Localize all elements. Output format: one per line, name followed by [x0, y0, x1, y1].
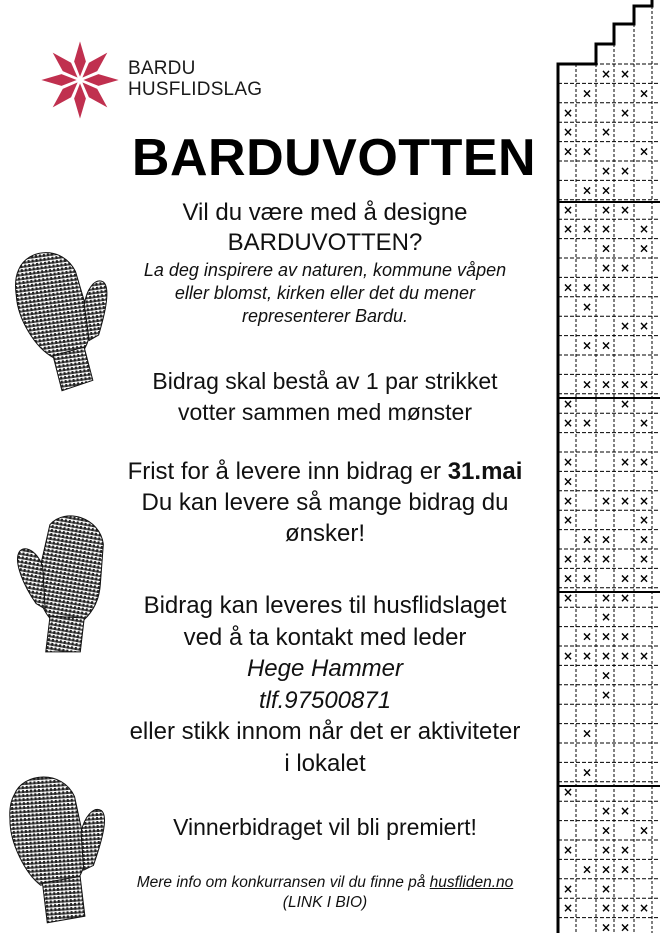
svg-text:×: ×	[563, 590, 574, 605]
svg-text:×: ×	[582, 726, 593, 741]
svg-text:×: ×	[582, 280, 593, 295]
svg-text:×: ×	[620, 493, 631, 508]
svg-text:×: ×	[563, 280, 574, 295]
svg-text:×: ×	[582, 86, 593, 101]
svg-text:×: ×	[563, 493, 574, 508]
svg-text:×: ×	[639, 571, 650, 586]
mitten-icon	[2, 768, 110, 926]
svg-text:×: ×	[563, 416, 574, 431]
svg-text:×: ×	[601, 493, 612, 508]
organization-name	[128, 58, 262, 100]
svg-text:×: ×	[582, 377, 593, 392]
svg-text:×: ×	[639, 901, 650, 916]
svg-text:×: ×	[563, 649, 574, 663]
more-info-text: Mere info om konkurransen vil du finne på husfliden.no (LINK I BIO)	[136, 874, 514, 911]
svg-text:×: ×	[601, 532, 612, 547]
contact-name: Hege Hammer	[246, 655, 404, 682]
svg-text:×: ×	[582, 629, 593, 644]
svg-text:×: ×	[582, 765, 593, 780]
svg-text:×: ×	[563, 784, 574, 799]
svg-text:×: ×	[601, 280, 612, 295]
svg-text:×: ×	[582, 338, 593, 353]
svg-text:×: ×	[563, 396, 574, 411]
svg-text:×: ×	[563, 455, 574, 469]
mitten-icon	[8, 244, 116, 394]
svg-text:×: ×	[620, 571, 631, 586]
svg-text:×: ×	[601, 901, 612, 916]
svg-text:×: ×	[601, 843, 612, 857]
svg-text:×: ×	[639, 552, 650, 566]
svg-text:×: ×	[601, 125, 612, 140]
svg-text:×: ×	[601, 241, 612, 256]
svg-text:×: ×	[601, 862, 612, 877]
svg-text:×: ×	[601, 164, 612, 178]
svg-text:×: ×	[601, 67, 612, 81]
svg-text:×: ×	[601, 377, 612, 392]
requirement-text: Bidrag skal bestå av 1 par strikket votter sammen med mønster	[152, 368, 498, 425]
eight-point-star-icon	[38, 38, 122, 122]
svg-text:×: ×	[563, 513, 574, 528]
deadline-text: Frist for å levere inn bidrag er 31.mai Du kan levere så mange bidrag du ønsker!	[127, 458, 523, 547]
svg-text:×: ×	[601, 629, 612, 644]
svg-text:×: ×	[620, 67, 631, 81]
svg-text:×: ×	[620, 396, 631, 411]
svg-text:×: ×	[620, 377, 631, 392]
svg-text:×: ×	[563, 474, 574, 489]
page-title: BARDUVOTTEN	[131, 129, 537, 187]
svg-text:×: ×	[620, 202, 631, 217]
knitting-chart-pattern	[556, 0, 660, 933]
svg-text:×: ×	[620, 804, 631, 819]
svg-text:×: ×	[601, 649, 612, 663]
svg-text:×: ×	[620, 649, 631, 663]
delivery-text: Bidrag kan leveres til husflidslaget ved å ta kontakt med leder Hege Hammer tlf.97500871 eller stikk innom når det er aktiviteter i lokalet	[129, 592, 521, 777]
svg-text:×: ×	[639, 513, 650, 528]
svg-text:×: ×	[601, 804, 612, 819]
svg-text:×: ×	[601, 881, 612, 896]
svg-text:×: ×	[601, 610, 612, 625]
svg-text:×: ×	[601, 590, 612, 605]
svg-text:×: ×	[601, 920, 612, 933]
svg-text:×: ×	[582, 144, 593, 159]
svg-text:×: ×	[639, 455, 650, 469]
svg-text:×: ×	[582, 862, 593, 877]
svg-text:×: ×	[620, 319, 631, 334]
svg-text:×: ×	[563, 571, 574, 586]
svg-text:×: ×	[582, 571, 593, 586]
svg-text:×: ×	[563, 125, 574, 140]
svg-text:×: ×	[639, 86, 650, 101]
svg-text:×: ×	[620, 164, 631, 178]
svg-text:×: ×	[639, 823, 650, 838]
prize-text: Vinnerbidraget vil bli premiert!	[173, 814, 477, 840]
svg-text:×: ×	[601, 222, 612, 237]
svg-text:×: ×	[582, 532, 593, 547]
svg-text:×: ×	[601, 823, 612, 838]
mitten-icon	[10, 508, 118, 658]
svg-text:×: ×	[563, 881, 574, 896]
svg-text:×: ×	[620, 629, 631, 644]
svg-text:×: ×	[601, 202, 612, 217]
svg-text:×: ×	[639, 222, 650, 237]
svg-text:×: ×	[563, 105, 574, 120]
svg-text:×: ×	[639, 319, 650, 334]
svg-text:×: ×	[639, 493, 650, 508]
question-heading: Vil du være med å designe BARDUVOTTEN?	[182, 199, 468, 256]
inspiration-text: La deg inspirere av naturen, kommune våpen eller blomst, kirken eller det du mener representerer Bardu.	[143, 260, 507, 326]
svg-text:×: ×	[601, 261, 612, 275]
svg-text:×: ×	[601, 552, 612, 566]
svg-text:×: ×	[563, 222, 574, 237]
svg-text:×: ×	[620, 590, 631, 605]
org-line-2: HUSFLIDSLAG	[128, 79, 263, 100]
svg-text:×: ×	[620, 862, 631, 877]
svg-text:×: ×	[639, 377, 650, 392]
svg-text:×: ×	[582, 222, 593, 237]
svg-text:×: ×	[582, 416, 593, 431]
svg-text:×: ×	[601, 338, 612, 353]
svg-text:×: ×	[582, 552, 593, 566]
svg-text:×: ×	[563, 901, 574, 916]
svg-text:×: ×	[601, 687, 612, 702]
svg-text:×: ×	[563, 552, 574, 566]
svg-text:×: ×	[582, 299, 593, 314]
svg-text:×: ×	[601, 183, 612, 198]
svg-text:×: ×	[563, 144, 574, 159]
svg-text:×: ×	[582, 183, 593, 198]
svg-text:×: ×	[620, 261, 631, 275]
org-line-1: BARDU	[128, 58, 196, 79]
svg-text:×: ×	[620, 105, 631, 120]
svg-text:×: ×	[639, 532, 650, 547]
svg-text:×: ×	[620, 843, 631, 857]
svg-text:×: ×	[639, 241, 650, 256]
svg-text:×: ×	[582, 649, 593, 663]
svg-text:×: ×	[563, 202, 574, 217]
svg-text:×: ×	[620, 901, 631, 916]
svg-text:×: ×	[563, 843, 574, 857]
svg-text:×: ×	[639, 416, 650, 431]
contact-phone: tlf.97500871	[258, 686, 392, 714]
svg-text:×: ×	[601, 668, 612, 683]
svg-text:×: ×	[639, 649, 650, 663]
svg-text:×: ×	[620, 455, 631, 469]
deadline-date: 31.mai	[447, 458, 523, 485]
svg-text:×: ×	[620, 920, 631, 933]
svg-text:×: ×	[639, 144, 650, 159]
husfliden-link[interactable]: husfliden.no	[429, 874, 514, 891]
